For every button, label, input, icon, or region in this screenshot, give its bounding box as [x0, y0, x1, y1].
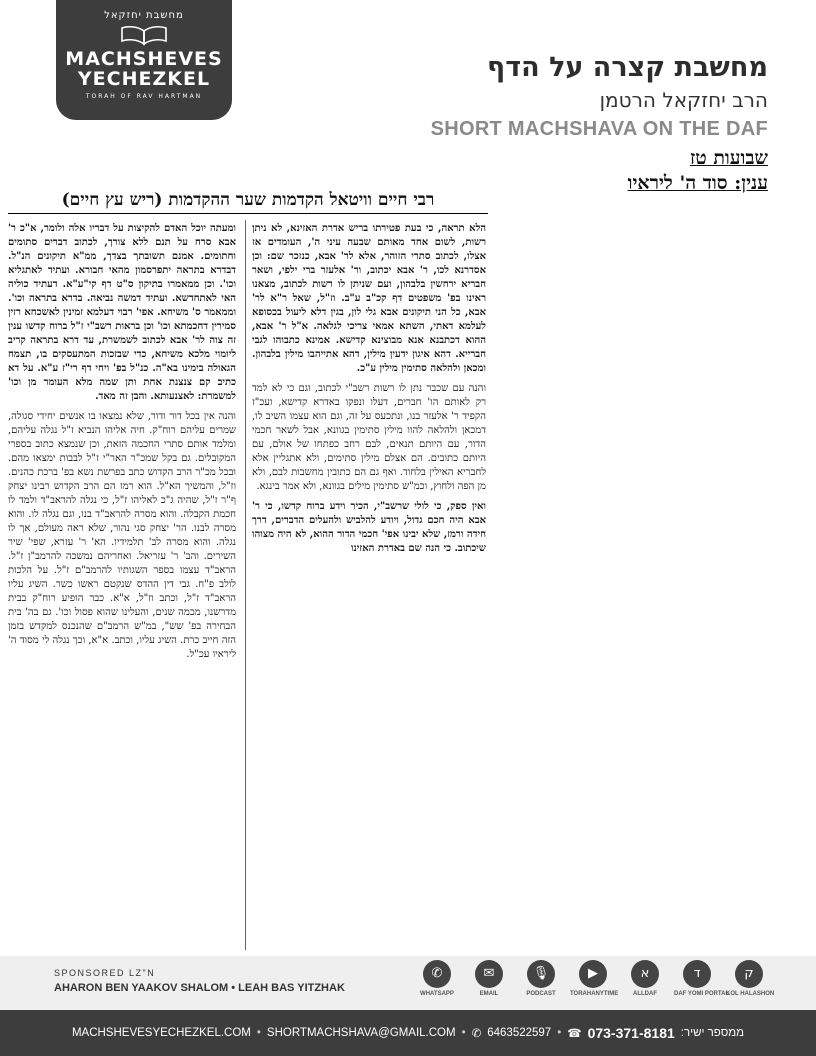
phone-icon: ☎ — [567, 1028, 582, 1040]
rabbi-name: הרב יחזקאל הרטמן — [599, 88, 768, 112]
platform-links — [414, 960, 775, 1008]
logo-tagline: TORAH OF RAV HARTMAN — [85, 93, 203, 100]
sponsor-label: SPONSORED LZ"N — [54, 968, 156, 978]
page-title-hebrew: מחשבת קצרה על הדף — [487, 52, 768, 83]
whatsapp-link[interactable] — [414, 960, 460, 1008]
paragraph: והנה אין בכל דור ודור, שלא נמצאו בו אנשים יחידי סגולה, שמרים עליהם רוח"ק. חיה אליהו הנביא ז"ל נגלה עליהם, ומלמד אותם סתרי החכמה הזאת, וכן שנמצא כתוב בספרי המקובלים. גם בקל שמכ"ר האר"י ז"ל לבבות ימצאו מהם. ובכל מכ"ר הרב הקדוש כתב בפרשת נשא בפ' ברכת כהנים. וז"ל, והמשיך הא"ל. הוא רמז הם הרב הקדוש רבינו יצחק ף"ר ז"ל, שהיה ג"כ לאליהו ז"ל, כי נגלה להראב"ד ולמד לו חכמת הקבלה. והוא מסרה להראב"ד בנו, וגם נגלה לו. והוא מסרה לבנו. הר' יצחק סגי נהור, שלא ראה מעולם, אך לו נגלה. והוא מסרה לב' תלמידיו. הא' ר' עזרא, שפי' שיר השירים. והב' ר' עזריאל. ואחריהם נמשכה להרמב"ן ז"ל. הראב"ד עצמו בספר השגותיו להרמב"ם ז"ל. על הלכות לולב פ"ח. גבי דין ההדס שנקטם ראשו כשר. השיג עליו הראב"ד ז"ל, וכתב וז"ל, א"א. כבר הופיע רוח"ק בבית מדרשנו, מכמה שנים, והעלינו שהוא פסול וכו'. גם בה' בית הבחירה בפ' שש", במ"ש הרמב"ם שהנכנס למקדש בזמן הזה חייב כרת. השיג עליו, וכתב. א"א, וכך נגלה לי מסוד ה' ליראיו עכ"ל. — [8, 411, 236, 660]
whatsapp-icon: ✆ — [471, 1028, 482, 1040]
masechta-title: שבועות טז — [689, 147, 768, 169]
dafyomi-portal-icon: ד — [683, 960, 711, 988]
alldaf-link[interactable] — [622, 960, 668, 1008]
book-icon — [119, 24, 169, 46]
alldaf-icon: א — [631, 960, 659, 988]
logo — [56, 0, 232, 120]
contact-bar — [0, 1010, 816, 1056]
whatsapp-label: WHATSAPP — [420, 991, 454, 997]
kolhalashon-link[interactable] — [726, 960, 775, 1008]
torahanytime-icon: ▶ — [579, 960, 607, 988]
alldaf-label: ALLDAF — [633, 991, 657, 997]
whatsapp-icon: ✆ — [423, 960, 451, 988]
separator: • — [461, 1027, 466, 1039]
torahanytime-label: TORAHANYTIME — [570, 991, 619, 997]
separator: • — [557, 1027, 562, 1039]
logo-line2: YECHEZKEL — [77, 68, 211, 90]
left-section-heading: רבי חיים וויטאל הקדמות שער ההקדמות (ריש עץ חיים) — [8, 190, 488, 214]
whatsapp-number[interactable]: 6463522597 — [487, 1027, 552, 1039]
phone-number[interactable]: 073-371-8181 — [587, 1025, 675, 1041]
sponsor-names: AHARON BEN YAAKOV SHALOM • LEAH BAS YITZHAK — [54, 982, 345, 994]
dafyomi-portal-link[interactable] — [674, 960, 730, 1008]
email-icon: ✉ — [475, 960, 503, 988]
sponsor-band — [0, 956, 816, 1010]
email-link[interactable] — [466, 960, 512, 1008]
website-link[interactable]: MACHSHEVESYECHEZKEL.COM — [71, 1027, 251, 1039]
email-label: EMAIL — [479, 991, 499, 997]
separator: • — [256, 1027, 261, 1039]
podcast-label: PODCAST — [526, 991, 556, 997]
inyan-title: ענין: סוד ה' ליראיו — [627, 172, 768, 194]
paragraph: ומעתה יוכל האדם להקיצות על דבריו אלה ולומר, א"כ ר' אבא סרח על תנם ללא צורך, לכתוב דברים סתומים וחתומים. אמנם תשובתך בצדך, ממ"א תיקונים הנ"ל. דבדרא בתראה יתפרסמון מהאי חבורא. ועתיד לאתגליא וכו'. וכן ממאמרו בתיקון ס"ט דף קי"ע"א. דעתיד כוליה האי לאתחדשא. ועתיד דמשה נביאה. בדרא בתראה וכו'. וממאמר ס' משיחא. אפי' רבוי דעלמא זמינין לאשכחא רזין סמירין דחכמתא וכו' וכן בראות רשב"י ז"ל ברוח קדשו ענין זה צוה לר' אבא לכתוב לשמשרת, עד דרא בתראה קריב ליומוי מלכא משיחא, כדי שבזכות המתעסקים בו, תצמח הגאולה בימינו בא"ה. כנ"ל בפ' ויחי דף רי"ז ע"א. על דא כתיב קם צנצנת אחת ותן שמה מלא העומר מן וכו' למשמרת: לאצנעותא. והבן זה מאד. — [8, 223, 236, 402]
logo-hebrew: מחשבת יחזקאל — [104, 10, 184, 21]
column-divider — [245, 220, 246, 950]
dafyomi-portal-label: DAF YOMI PORTAL — [674, 991, 730, 997]
podcast-icon: 🎙 — [527, 960, 555, 988]
phone-label: ממספר ישיר: — [680, 1027, 745, 1039]
paragraph: והנה עם שכבר נתן לו רשות רשב"י לכתוב, וגם כי לא למד רק לאותם הו' חברים, דעלו ונפקו באדרא קדישא, ועכ"ז הקפיד ר' אלעזר בנו, ונתכעס על זה, וגם הוא עצמו השיב לו, דמכאן ולהלאה להוו מילין סתימין בגוונא, אבל לשאר חכמי הדור, עם היותם תנאים, לבם רחב כפתחו של אולם, עם היותם כתובים. הם אצלם מילין סתימים, ולא אתגליין אלא לחבריא האילין בלחוד. ואף גם הם כתובין מחשבות לבם, ולא מן הפה ולחוץ, וכמ"ש סתימין מילים בגוונא, ולא אמר בינגא. — [252, 383, 486, 492]
kolhalashon-icon: ק — [735, 960, 763, 988]
podcast-link[interactable] — [518, 960, 564, 1008]
paragraph: ואין ספק, כי לולי שרשב"י, הכיר וידע ברוח קדשו, כי ר' אבא היה חכם גדול, ויודע להלביש ולהעלים הדברים, דרך חידה ורמז, שלא יבינו אפי' חכמי הדור ההוא, לא היה מצוהו שיכתוב. כי הנה שם באדרת האזינו — [252, 501, 486, 554]
logo-line1: MACHSHEVES — [65, 48, 223, 70]
email-address[interactable]: SHORTMACHSHAVA@GMAIL.COM — [266, 1027, 456, 1039]
page-title-english: SHORT MACHSHAVA ON THE DAF — [430, 118, 768, 140]
left-column-left — [8, 222, 236, 952]
kolhalashon-label: KOL HALASHON — [726, 991, 775, 997]
left-section — [8, 190, 488, 960]
torahanytime-link[interactable] — [570, 960, 619, 1008]
paragraph: הלא תראה, כי בעת פטירתו בריש אדרת האזינא, לא ניתן רשות, לשום אחד מאותם שבעה עיני ה', העומדים אז אצלו, לכתוב סתרי הזוהר, אלא לר' אבא, כנזכר שם: וכן אסדרנא לכו, ר' אבא יכתוב, ור' אלעזר ברי ילפי, ושאר חבריא ירחשין בלבהון, ועם שניתן לו רשות לכתוב, מצאנו ראינו בפ' משפטים דף קכ"ב ע"ב. וז"ל, שאל ר"א לר' אבא, כל הני תיקונים אבא גלי לון, בגין דלא ליעול בכסופא לעלמא דאתי, השתא אמאי צריכי לגלאה. א"ל ר' אבא, ההוא דכתבנא אנא מבוצינא קדישא. אמינא כתבוהו לגבי חברייא. דהא איגון ידעין מילין, דהא אתייהבו מילין בלבהון. ומכאן ולהלאה סתימין מילין ע"כ. — [252, 223, 486, 374]
left-column-right — [252, 222, 486, 742]
